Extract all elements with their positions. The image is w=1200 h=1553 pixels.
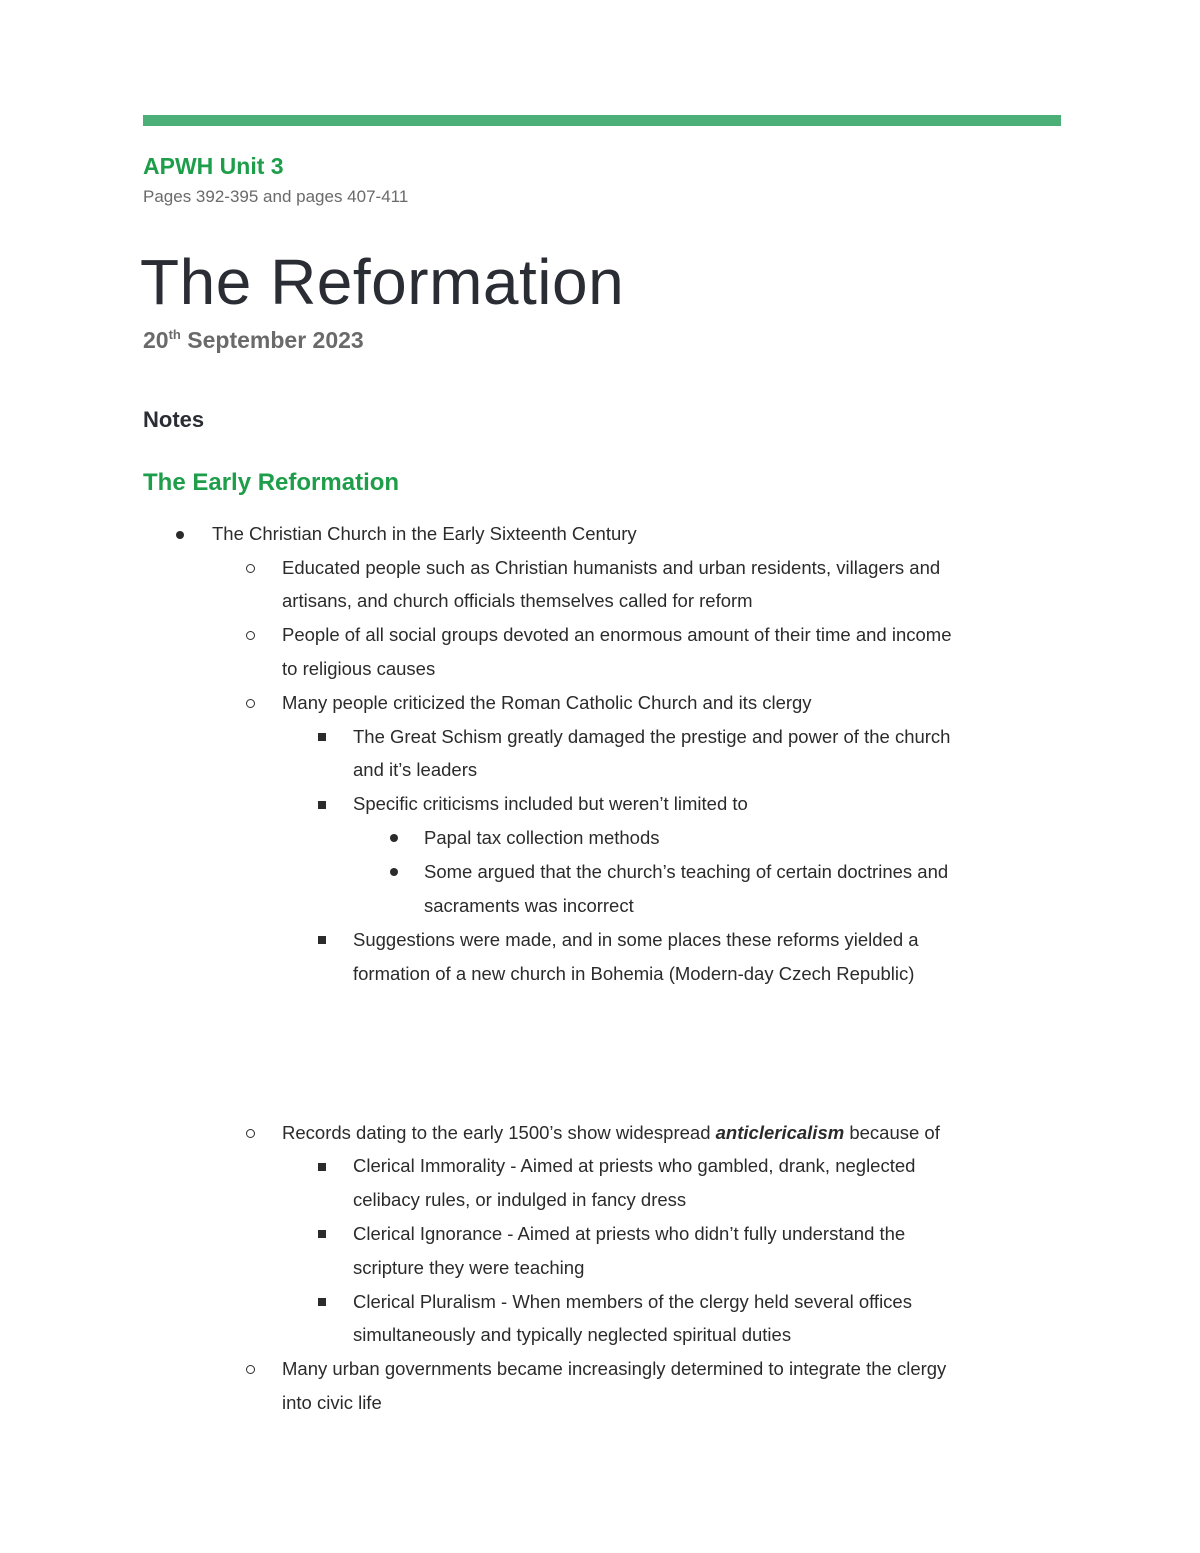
bullet-circle-icon — [246, 1129, 255, 1138]
list-item: Educated people such as Christian humanists and urban residents, villagers and — [282, 557, 941, 578]
header-accent-bar — [143, 115, 1061, 126]
list-item-continuation: celibacy rules, or indulged in fancy dress — [353, 1189, 687, 1210]
list-item-continuation: and it’s leaders — [353, 759, 478, 780]
bullet-square-icon — [318, 1298, 326, 1306]
list-item-continuation: scripture they were teaching — [353, 1257, 585, 1278]
list-item: Specific criticisms included but weren’t limited to — [353, 793, 748, 814]
bullet-square-icon — [318, 1163, 326, 1171]
text-run: Records dating to the early 1500’s show widespread — [282, 1122, 716, 1143]
list-item-continuation: artisans, and church officials themselves called for reform — [282, 590, 753, 611]
bullet-circle-icon — [246, 699, 255, 708]
document-title: The Reformation — [140, 246, 625, 318]
list-item: Many people criticized the Roman Catholic Church and its clergy — [282, 692, 812, 713]
list-item: Suggestions were made, and in some places these reforms yielded a — [353, 929, 919, 950]
list-item-continuation: formation of a new church in Bohemia (Modern-day Czech Republic) — [353, 963, 915, 984]
bullet-square-icon — [318, 1230, 326, 1238]
bullet-square-icon — [318, 733, 326, 741]
course-label: APWH Unit 3 — [143, 153, 284, 179]
section-title: The Early Reformation — [143, 469, 400, 496]
list-item: People of all social groups devoted an enormous amount of their time and income — [282, 624, 952, 645]
page-range: Pages 392-395 and pages 407-411 — [143, 187, 409, 206]
list-item: The Christian Church in the Early Sixteenth Century — [212, 523, 637, 544]
list-item: Clerical Pluralism - When members of the clergy held several offices — [353, 1291, 912, 1312]
list-item-continuation: into civic life — [282, 1392, 382, 1413]
bullet-disc-icon — [390, 834, 398, 842]
text-run: because of — [844, 1122, 940, 1143]
date-rest: September 2023 — [180, 327, 364, 353]
notes-heading: Notes — [143, 407, 205, 432]
list-item: Some argued that the church’s teaching of certain doctrines and — [424, 861, 949, 882]
date-suffix: th — [168, 327, 181, 342]
list-item-continuation: sacraments was incorrect — [424, 895, 634, 916]
list-item: Many urban governments became increasingly determined to integrate the clergy — [282, 1358, 947, 1379]
bullet-circle-icon — [246, 1365, 255, 1374]
list-item: Clerical Ignorance - Aimed at priests who didn’t fully understand the — [353, 1223, 906, 1244]
list-item: Papal tax collection methods — [424, 827, 660, 848]
bullet-circle-icon — [246, 564, 255, 573]
list-item — [282, 1121, 940, 1145]
list-item: Clerical Immorality - Aimed at priests who gambled, drank, neglected — [353, 1155, 916, 1176]
bullet-square-icon — [318, 936, 326, 944]
bullet-disc-icon — [176, 531, 184, 539]
bullet-square-icon — [318, 801, 326, 809]
list-item-continuation: simultaneously and typically neglected spiritual duties — [353, 1324, 792, 1345]
list-item-continuation: to religious causes — [282, 658, 436, 679]
list-item: The Great Schism greatly damaged the prestige and power of the church — [353, 726, 951, 747]
date-day: 20 — [143, 327, 169, 353]
bullet-disc-icon — [390, 868, 398, 876]
document-date — [143, 327, 364, 354]
key-term: anticlericalism — [715, 1122, 845, 1143]
bullet-circle-icon — [246, 631, 255, 640]
